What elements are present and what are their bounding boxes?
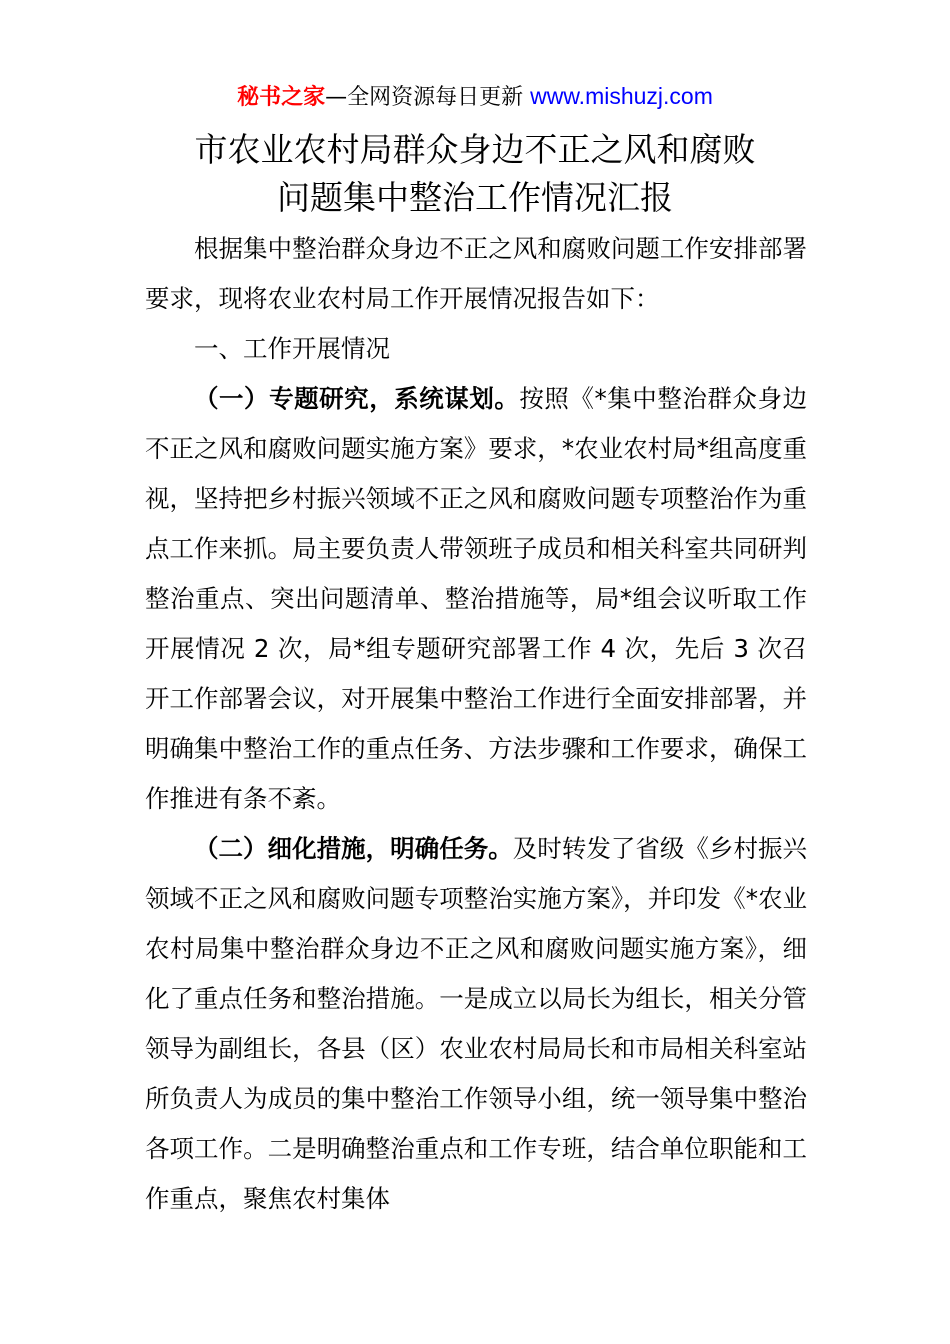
item-2-lead: （二）细化措施，明确任务。 [194, 834, 513, 863]
title-line-1: 市农业农村局群众身边不正之风和腐败 [194, 130, 756, 169]
paragraph-item-2 [145, 824, 807, 1224]
item-1-lead: （一）专题研究，系统谋划。 [194, 384, 520, 413]
site-tagline: —全网资源每日更新 [325, 85, 531, 110]
document-body [145, 224, 807, 1224]
site-brand: 秘书之家 [237, 85, 326, 110]
document-title [0, 126, 950, 222]
site-url-link[interactable]: www.mishuzj.com [530, 83, 713, 109]
paragraph-item-1 [145, 374, 807, 824]
section-heading: 一、工作开展情况 [194, 334, 390, 363]
item-2-text: 及时转发了省级《乡村振兴领域不正之风和腐败问题专项整治实施方案》，并印发《*农业农村局集中整治群众身边不正之风和腐败问题实施方案》，细化了重点任务和整治措施。一是成立以局长为组长，相关分管领导为副组长，各县（区）农业农村局局长和市局相关科室站所负责人为成员的集中整治工作领导小组，统一领导集中整治各项工作。二是明确整治重点和工作专班，结合单位职能和工作重点，聚焦农村集体 [145, 834, 808, 1213]
item-1-text: 按照《*集中整治群众身边不正之风和腐败问题实施方案》要求，*农业农村局*组高度重视，坚持把乡村振兴领域不正之风和腐败问题专项整治作为重点工作来抓。局主要负责人带领班子成员和相关科室共同研判整治重点、突出问题清单、整治措施等，局*组会议听取工作开展情况 2 次，局*组专题研究部署工作 4 次，先后 3 次召开工作部署会议，对开展集中整治工作进行全面安排部署，并明确集中整治工作的重点任务、方法步骤和工作要求，确保工作推进有条不紊。 [145, 384, 807, 813]
intro-paragraph: 根据集中整治群众身边不正之风和腐败问题工作安排部署要求，现将农业农村局工作开展情况报告如下： [145, 234, 807, 313]
site-header [0, 80, 950, 114]
title-line-2: 问题集中整治工作情况汇报 [277, 178, 673, 217]
